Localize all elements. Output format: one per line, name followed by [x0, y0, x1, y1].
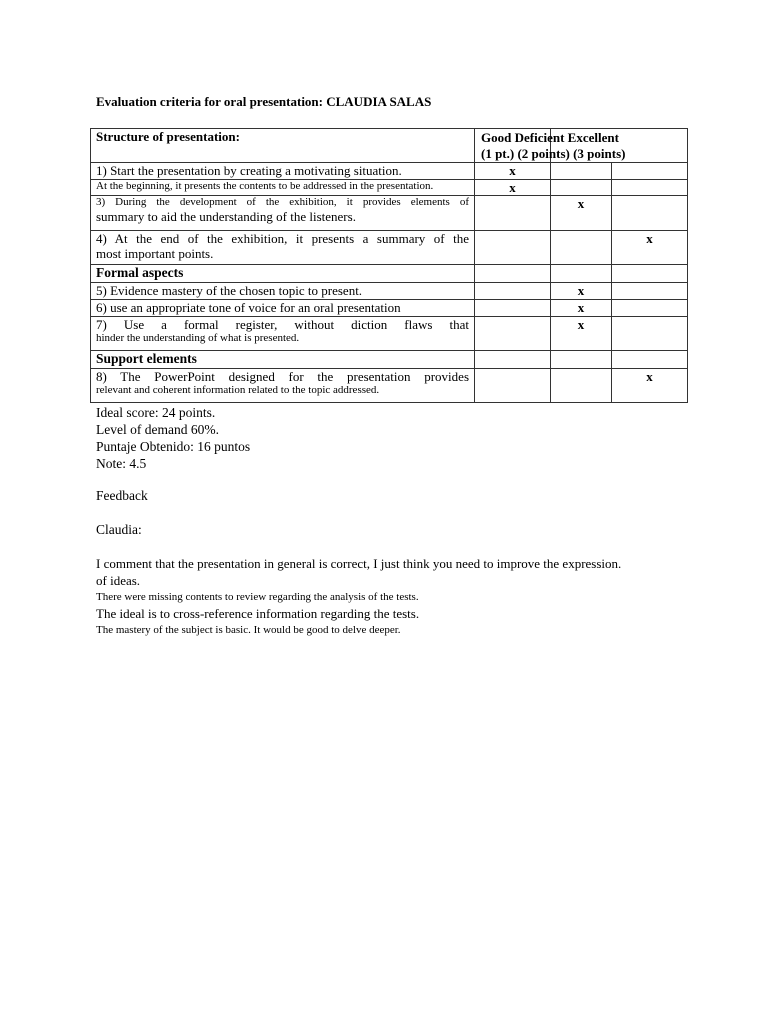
deficient-mark — [551, 265, 612, 283]
criteria-line: 7) Use a formal register, without diction flaws that — [96, 317, 469, 332]
feedback-line: I comment that the presentation in general is correct, I just think you need to improve the expression. — [96, 556, 622, 571]
criteria-text — [91, 180, 475, 196]
section-label — [91, 265, 475, 283]
criteria-text — [91, 196, 475, 231]
criteria-line: most important points. — [96, 246, 214, 261]
section-row — [91, 351, 688, 369]
deficient-mark: x — [551, 317, 612, 351]
excellent-mark: x — [612, 369, 688, 403]
criteria-line: 8) The PowerPoint designed for the presentation provides — [96, 369, 469, 384]
obtained-score: Puntaje Obtenido: 16 puntos — [96, 439, 251, 454]
good-mark — [475, 317, 551, 351]
excellent-mark — [612, 351, 688, 369]
criteria-row — [91, 196, 688, 231]
criteria-line: hinder the understanding of what is presented. — [96, 332, 300, 344]
criteria-header: Structure of presentation: — [91, 129, 475, 163]
criteria-text — [91, 283, 475, 300]
criteria-line: 4) At the end of the exhibition, it presents a summary of the — [96, 231, 469, 246]
deficient-mark — [551, 180, 612, 196]
excellent-mark — [612, 317, 688, 351]
rating-header — [475, 129, 626, 163]
feedback-heading: Feedback — [96, 488, 148, 503]
excellent-mark — [612, 196, 688, 231]
demand-level: Level of demand 60%. — [96, 422, 219, 437]
document-title: Evaluation criteria for oral presentation: CLAUDIA SALAS — [96, 94, 432, 109]
excellent-mark — [612, 163, 688, 180]
good-mark — [475, 283, 551, 300]
excellent-mark — [612, 283, 688, 300]
criteria-line: relevant and coherent information related to the topic addressed. — [96, 384, 380, 396]
criteria-line: Support elements — [96, 351, 197, 366]
deficient-mark: x — [551, 196, 612, 231]
criteria-row — [91, 163, 688, 180]
good-mark — [475, 231, 551, 265]
feedback-line: The ideal is to cross-reference information regarding the tests. — [96, 606, 420, 621]
criteria-row — [91, 283, 688, 300]
criteria-line: At the beginning, it presents the contents to be addressed in the presentation. — [96, 180, 434, 192]
feedback-greeting: Claudia: — [96, 522, 142, 537]
criteria-line: 6) use an appropriate tone of voice for an oral presentation — [96, 300, 401, 315]
good-mark: x — [475, 180, 551, 196]
deficient-mark — [551, 231, 612, 265]
ideal-score: Ideal score: 24 points. — [96, 405, 216, 420]
good-mark — [475, 369, 551, 403]
section-row — [91, 265, 688, 283]
good-mark — [475, 351, 551, 369]
criteria-row — [91, 180, 688, 196]
feedback-line: There were missing contents to review regarding the analysis of the tests. — [96, 591, 419, 603]
criteria-line: 3) During the development of the exhibition, it provides elements of — [96, 196, 469, 208]
evaluation-table — [90, 128, 688, 403]
feedback-comments — [96, 555, 676, 638]
excellent-mark — [612, 180, 688, 196]
rating-header-line2: (1 pt.) (2 points) (3 points) — [481, 146, 626, 161]
good-mark — [475, 196, 551, 231]
criteria-line: 1) Start the presentation by creating a motivating situation. — [96, 163, 402, 178]
criteria-row — [91, 369, 688, 403]
deficient-mark — [551, 351, 612, 369]
criteria-line: Formal aspects — [96, 265, 184, 280]
deficient-mark: x — [551, 283, 612, 300]
deficient-mark — [551, 163, 612, 180]
criteria-text — [91, 369, 475, 403]
excellent-mark: x — [612, 231, 688, 265]
criteria-text — [91, 317, 475, 351]
good-mark — [475, 265, 551, 283]
table-header-row — [91, 129, 688, 163]
good-mark: x — [475, 163, 551, 180]
excellent-mark — [612, 265, 688, 283]
criteria-line: summary to aid the understanding of the listeners. — [96, 209, 356, 224]
excellent-mark — [612, 300, 688, 317]
criteria-row — [91, 300, 688, 317]
criteria-row — [91, 231, 688, 265]
final-note: Note: 4.5 — [96, 456, 147, 471]
feedback-line: The mastery of the subject is basic. It would be good to delve deeper. — [96, 624, 401, 636]
criteria-row — [91, 317, 688, 351]
rating-header-line1: Good Deficient Excellent — [481, 130, 619, 145]
criteria-text — [91, 231, 475, 265]
deficient-mark — [551, 369, 612, 403]
good-mark — [475, 300, 551, 317]
section-label — [91, 351, 475, 369]
criteria-text — [91, 300, 475, 317]
feedback-line: of ideas. — [96, 573, 141, 588]
criteria-text — [91, 163, 475, 180]
criteria-line: 5) Evidence mastery of the chosen topic to present. — [96, 283, 363, 298]
score-summary — [96, 404, 250, 472]
deficient-mark: x — [551, 300, 612, 317]
